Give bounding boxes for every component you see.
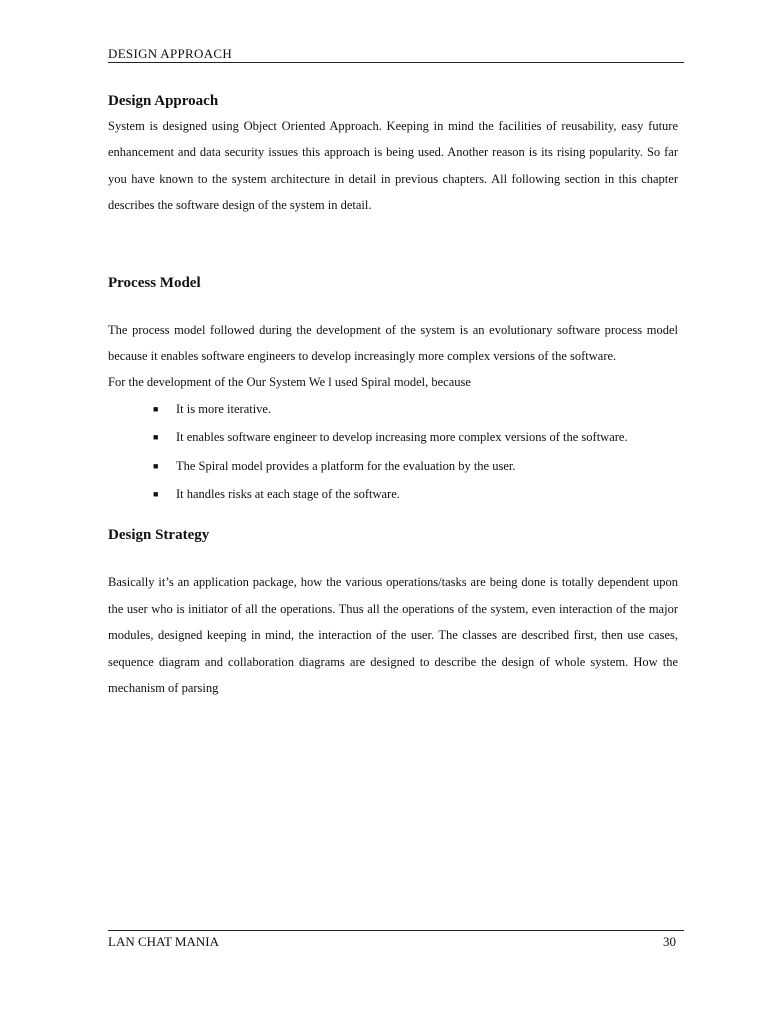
section-spacer xyxy=(108,509,678,523)
paragraph-spiral-intro: For the development of the Our System We l used Spiral model, because xyxy=(108,375,471,390)
heading-spacer xyxy=(108,295,678,317)
page-content xyxy=(108,89,678,702)
footer-project-name: LAN CHAT MANIA xyxy=(108,934,219,949)
bullet-text: It enables software engineer to develop increasing more complex versions of the software. xyxy=(176,430,628,445)
paragraph-process-model: The process model followed during the development of the system is an evolutionary software process model because it enables software engineers to develop increasingly more complex versions of the software. xyxy=(108,322,678,364)
square-bullet-icon: ■ xyxy=(153,403,159,414)
heading-design-approach: Design Approach xyxy=(108,93,219,109)
section-spacer xyxy=(108,219,678,271)
square-bullet-icon: ■ xyxy=(153,460,159,471)
square-bullet-icon: ■ xyxy=(153,489,159,500)
bullet-text: The Spiral model provides a platform for the evaluation by the user. xyxy=(176,458,516,473)
footer-page-number: 30 xyxy=(663,934,676,949)
paragraph-design-strategy: Basically it’s an application package, how the various operations/tasks are being done is totally dependent upon the user who is initiator of all the operations. Thus all the operations of the system, even interaction of the major modules, designed keeping in mind, the interaction of the user. The classes are described first, then use cases, sequence diagram and collaboration diagrams are designed to describe the design of whole system. How the mechanism of parsing xyxy=(108,575,678,696)
square-bullet-icon: ■ xyxy=(153,432,159,443)
bullet-text: It handles risks at each stage of the software. xyxy=(176,487,400,502)
bullet-text: It is more iterative. xyxy=(176,401,272,416)
list-item xyxy=(153,481,678,507)
list-item xyxy=(153,396,678,422)
paragraph-design-approach: System is designed using Object Oriented Approach. Keeping in mind the facilities of reusability, easy future enhancement and data security issues this approach is being used. Another reason is its rising popularity. So far you have known to the system architecture in detail in previous chapters. All following section in this chapter describes the software design of the system in detail. xyxy=(108,119,678,213)
heading-design-strategy: Design Strategy xyxy=(108,527,210,544)
heading-spacer xyxy=(108,547,678,569)
header-title: DESIGN APPROACH xyxy=(108,46,233,61)
list-item xyxy=(153,424,678,450)
list-item xyxy=(153,453,678,479)
heading-process-model: Process Model xyxy=(108,274,201,291)
page-header xyxy=(108,45,684,63)
page-footer xyxy=(108,930,684,951)
spiral-bullet-list xyxy=(108,396,678,508)
